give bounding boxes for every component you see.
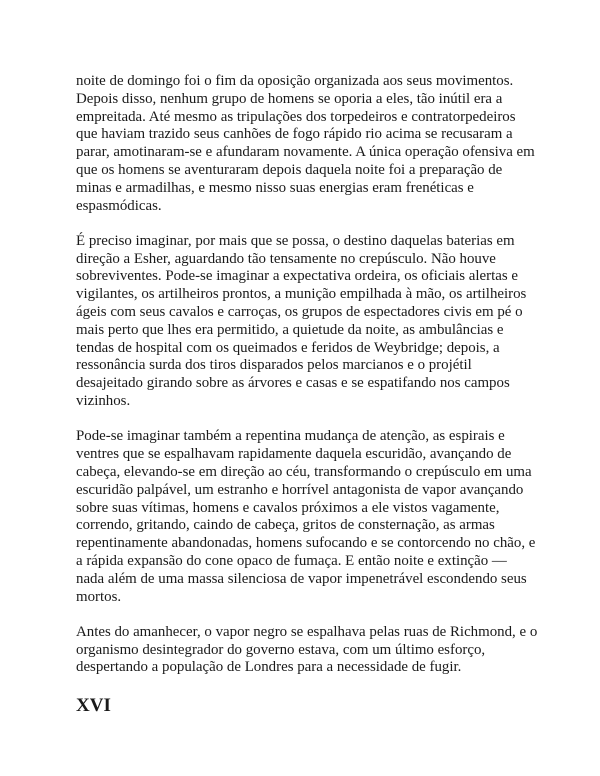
paragraph-1: noite de domingo foi o fim da oposição organizada aos seus movimentos. Depois disso, nenhum grupo de homens se oporia a eles, tão inútil era a empreitada. Até mesmo as tripulações dos torpedeiros e contratorpedeiros que haviam trazido seus canhões de fogo rápido rio acima se recusaram a parar, amotinaram-se e afundaram novamente. A única operação ofensiva em que os homens se aventuraram depois daquela noite foi a preparação de minas e armadilhas, e mesmo nisso suas energias eram frenéticas e espasmódicas. xyxy=(76,73,535,214)
paragraph-2: É preciso imaginar, por mais que se possa, o destino daquelas baterias em direção a Esher, aguardando tão tensamente no crepúsculo. Não houve sobreviventes. Pode-se imaginar a expectativa ordeira, os oficiais alertas e vigilantes, os artilheiros prontos, a munição empilhada à mão, os artilheiros ágeis com seus cavalos e carroças, os grupos de espectadores civis em pé o mais perto que lhes era permitido, a quietude da noite, as ambulâncias e tendas de hospital com os queimados e feridos de Weybridge; depois, a ressonância surda dos tiros disparados pelos marcianos e o projétil desajeitado girando sobre as árvores e casas e se espatifando nos campos vizinhos. xyxy=(76,232,527,410)
page-body xyxy=(76,73,538,717)
chapter-heading: XVI xyxy=(76,694,111,716)
paragraph-3: Pode-se imaginar também a repentina mudança de atenção, as espirais e ventres que se espalhavam rapidamente daquela escuridão, avançando de cabeça, elevando-se em direção ao céu, transformando o crepúsculo em uma escuridão palpável, um estranho e horrível antagonista de vapor avançando sobre suas vítimas, homens e cavalos próximos a ele vistos vagamente, correndo, gritando, caindo de cabeça, gritos de consternação, as armas repentinamente abandonadas, homens sufocando e se contorcendo no chão, e a rápida expansão do cone opaco de fumaça. E então noite e extinção — nada além de uma massa silenciosa de vapor impenetrável escondendo seus mortos. xyxy=(76,428,536,605)
paragraph-4: Antes do amanhecer, o vapor negro se espalhava pelas ruas de Richmond, e o organismo desintegrador do governo estava, com um último esforço, despertando a população de Londres para a necessidade de fugir. xyxy=(76,623,538,676)
